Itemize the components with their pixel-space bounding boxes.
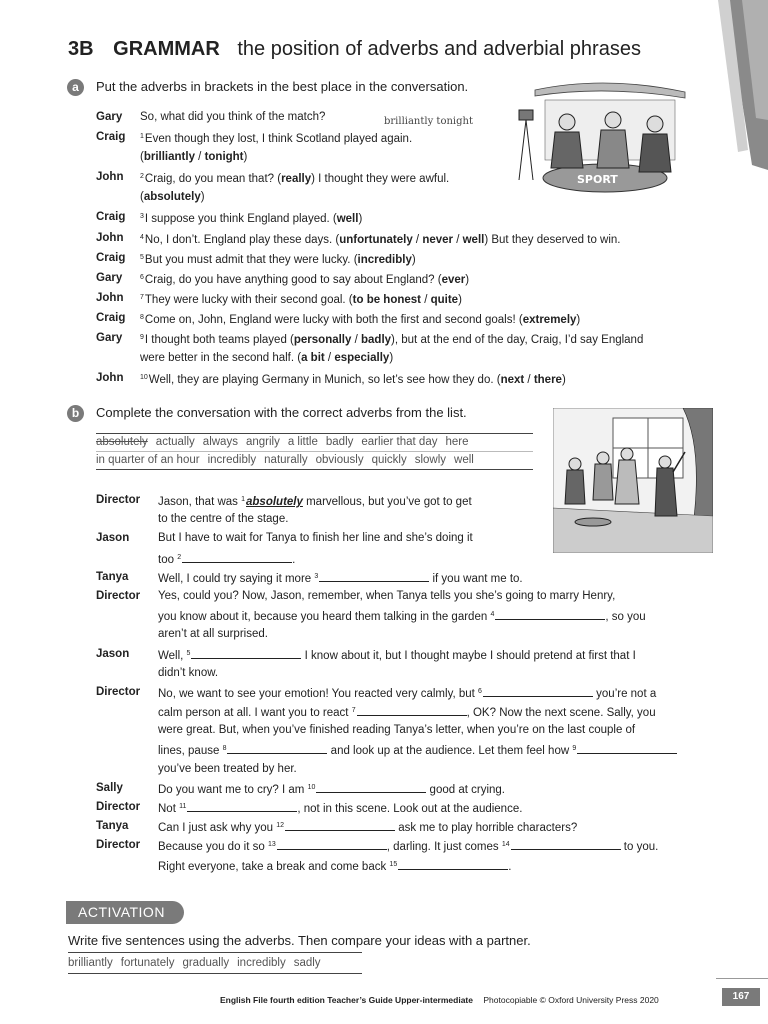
- activation-word-list: [68, 952, 362, 974]
- dialogue-line: [96, 762, 677, 781]
- word-option: brilliantly: [68, 957, 113, 969]
- speaker-name: Director: [96, 839, 141, 852]
- word-option: absolutely: [96, 436, 148, 448]
- speaker-name: Gary: [96, 271, 123, 284]
- speaker-name: Gary: [96, 332, 123, 345]
- dialogue-line: [96, 647, 677, 666]
- dialogue-line: [96, 858, 677, 877]
- dialogue-line: [96, 531, 677, 550]
- exercise-b-instruction: Complete the conversation with the correct adverbs from the list.: [96, 405, 467, 420]
- word-list-row-2: [96, 451, 533, 469]
- speaker-name: Craig: [96, 211, 126, 224]
- word-option: gradually: [182, 957, 230, 969]
- word-option: well: [454, 454, 474, 466]
- word-option: always: [202, 436, 238, 448]
- dialogue-text: $^5$But you must admit that they were lucky. (incredibly): [140, 253, 416, 266]
- speaker-name: Tanya: [96, 570, 129, 583]
- word-option: badly: [325, 436, 354, 448]
- page-number-rule: [716, 978, 768, 979]
- word-option: in quarter of an hour: [96, 454, 200, 466]
- svg-text:SPORT: SPORT: [577, 173, 618, 186]
- dialogue-text: $^8$Come on, John, England were lucky with both the first and second goals! (extremely): [140, 313, 581, 326]
- dialogue-text: Not $^{11}$ , not in this scene. Look out at the audience.: [158, 803, 523, 815]
- unit-number: 3B: [68, 38, 94, 60]
- dialogue-line: [96, 210, 643, 230]
- speaker-name: John: [96, 291, 124, 304]
- dialogue-text: Jason, that was $^1$absolutely marvellous, but you’ve got to get: [158, 496, 472, 508]
- dialogue-line: [96, 291, 643, 311]
- dialogue-line: [96, 371, 643, 391]
- speaker-name: Director: [96, 685, 141, 698]
- dialogue-text: Because you do it so $^{13}$ , darling. It just comes $^{14}$ to you.: [158, 841, 659, 854]
- dialogue-line: [96, 608, 677, 627]
- dialogue-line: [96, 704, 677, 723]
- footer-copyright: Photocopiable © Oxford University Press 2020: [483, 995, 659, 1005]
- handwritten-hint: brilliantly tonight: [384, 116, 473, 127]
- speaker-name: Director: [96, 589, 141, 602]
- dialogue-line: [96, 551, 677, 570]
- dialogue-text: Can I just ask why you $^{12}$ ask me to play horrible characters?: [158, 822, 578, 835]
- dialogue-text: Yes, could you? Now, Jason, remember, when Tanya tells you she’s going to marry Henry,: [158, 589, 616, 602]
- dialogue-line: [96, 493, 677, 512]
- dialogue-text: lines, pause $^8$ and look up at the audience. Let them feel how $^9$: [158, 742, 677, 758]
- dialogue-text: No, we want to see your emotion! You reacted very calmly, but $^6$ you’re not a: [158, 687, 657, 700]
- word-option: obviously: [315, 454, 364, 466]
- dialogue-text: But I have to wait for Tanya to finish her line and she’s doing it: [158, 532, 473, 545]
- section-subtitle: the position of adverbs and adverbial phrases: [237, 38, 641, 60]
- dialogue-line: [96, 570, 677, 589]
- speaker-name: Director: [96, 494, 141, 506]
- exercise-b-conversation: [96, 493, 677, 877]
- dialogue-line: [96, 251, 643, 271]
- dialogue-line: [96, 685, 677, 704]
- dialogue-line: [96, 742, 677, 761]
- word-option: sadly: [293, 957, 321, 969]
- dialogue-text: were great. But, when you’ve finished reading Tanya’s letter, when you’re on the last couple of: [158, 724, 636, 737]
- page-title: [68, 38, 641, 61]
- speaker-name: Director: [96, 801, 141, 813]
- dialogue-line: [96, 271, 643, 291]
- dialogue-text: calm person at all. I want you to react $^7$ , OK? Now the next scene. Sally, you: [158, 707, 656, 720]
- dialogue-line: [96, 311, 643, 331]
- speaker-name: Jason: [96, 532, 130, 545]
- activation-label: ACTIVATION: [66, 901, 184, 924]
- dialogue-line: [96, 231, 643, 251]
- adverb-word-list: [96, 433, 533, 470]
- dialogue-line: [96, 838, 677, 857]
- dialogue-line: [96, 331, 643, 351]
- activation-instruction: Write five sentences using the adverbs. Then compare your ideas with a partner.: [68, 933, 531, 948]
- dialogue-line: [96, 351, 643, 371]
- dialogue-text: too $^2$ .: [158, 553, 296, 566]
- speaker-name: John: [96, 372, 124, 385]
- exercise-a-badge: a: [67, 79, 84, 96]
- dialogue-text: $^3$I suppose you think England played. (well): [140, 213, 363, 226]
- speaker-name: John: [96, 171, 124, 184]
- speaker-name: Craig: [96, 131, 126, 144]
- word-option: quickly: [371, 454, 407, 466]
- dialogue-text: (absolutely): [140, 191, 205, 204]
- speaker-name: Craig: [96, 251, 126, 264]
- dialogue-text: $^{10}$Well, they are playing Germany in Munich, so let’s see how they do. (next / there): [140, 374, 566, 387]
- dialogue-line: [96, 666, 677, 685]
- dialogue-text: were better in the second half. (a bit / especially): [140, 352, 394, 365]
- word-option: naturally: [264, 454, 308, 466]
- section-name: GRAMMAR: [113, 38, 220, 60]
- word-list-row-1: [96, 434, 533, 451]
- speaker-name: Jason: [96, 647, 130, 660]
- dialogue-line: [96, 589, 677, 608]
- dialogue-text: didn’t know.: [158, 666, 219, 679]
- dialogue-line: [96, 781, 677, 800]
- word-option: here: [445, 436, 469, 448]
- dialogue-text: $^7$They were lucky with their second goal. (to be honest / quite): [140, 293, 462, 306]
- dialogue-line: [96, 627, 677, 646]
- dialogue-text: Well, I could try saying it more $^3$ if you want me to.: [158, 572, 523, 585]
- dialogue-line: [96, 819, 677, 838]
- dialogue-text: Right everyone, take a break and come back $^{15}$ .: [158, 860, 512, 873]
- speaker-name: Gary: [96, 111, 123, 123]
- dialogue-text: Well, $^5$ I know about it, but I thought maybe I should pretend at first that I: [158, 649, 636, 662]
- speaker-name: John: [96, 231, 124, 244]
- speaker-name: Tanya: [96, 820, 129, 833]
- dialogue-line: [96, 723, 677, 742]
- word-option: actually: [155, 436, 195, 448]
- dialogue-text: (brilliantly / tonight): [140, 151, 248, 164]
- speaker-name: Sally: [96, 781, 123, 794]
- dialogue-text: So, what did you think of the match?: [140, 111, 326, 123]
- word-option: incredibly: [237, 957, 286, 969]
- dialogue-text: to the centre of the stage.: [158, 513, 289, 526]
- dialogue-text: Do you want me to cry? I am $^{10}$ good at crying.: [158, 783, 505, 796]
- dialogue-text: $^1$Even though they lost, I think Scotland played again.: [140, 133, 413, 146]
- exercise-a-instruction: Put the adverbs in brackets in the best place in the conversation.: [96, 79, 469, 94]
- word-option: fortunately: [120, 957, 175, 969]
- dialogue-line: [96, 512, 677, 531]
- word-option: incredibly: [207, 454, 257, 466]
- speaker-name: Craig: [96, 311, 126, 324]
- dialogue-text: $^4$No, I don’t. England play these days. (unfortunately / never / well) But they deserved to win.: [140, 233, 621, 246]
- dialogue-line: [96, 800, 677, 819]
- exercise-b-badge: b: [67, 405, 84, 422]
- sports-studio-illustration: [515, 80, 693, 200]
- word-option: slowly: [414, 454, 447, 466]
- word-option: angrily: [245, 436, 280, 448]
- footer-book-title: English File fourth edition Teacher’s Guide Upper-intermediate: [220, 995, 473, 1005]
- corner-decoration: [708, 0, 768, 170]
- dialogue-text: $^6$Craig, do you have anything good to say about England? (ever): [140, 273, 470, 286]
- footer: [220, 995, 659, 1005]
- dialogue-text: aren’t at all surprised.: [158, 628, 268, 641]
- dialogue-text: you’ve been treated by her.: [158, 762, 297, 775]
- word-option: a little: [287, 436, 318, 448]
- dialogue-text: you know about it, because you heard them talking in the garden $^4$ , so you: [158, 611, 646, 624]
- word-option: earlier that day: [361, 436, 438, 448]
- dialogue-text: $^9$I thought both teams played (personally / badly), but at the end of the day, Craig, I’d say England: [140, 334, 644, 347]
- dialogue-text: $^2$Craig, do you mean that? (really) I thought they were awful.: [140, 173, 450, 186]
- page-number: 167: [722, 988, 760, 1006]
